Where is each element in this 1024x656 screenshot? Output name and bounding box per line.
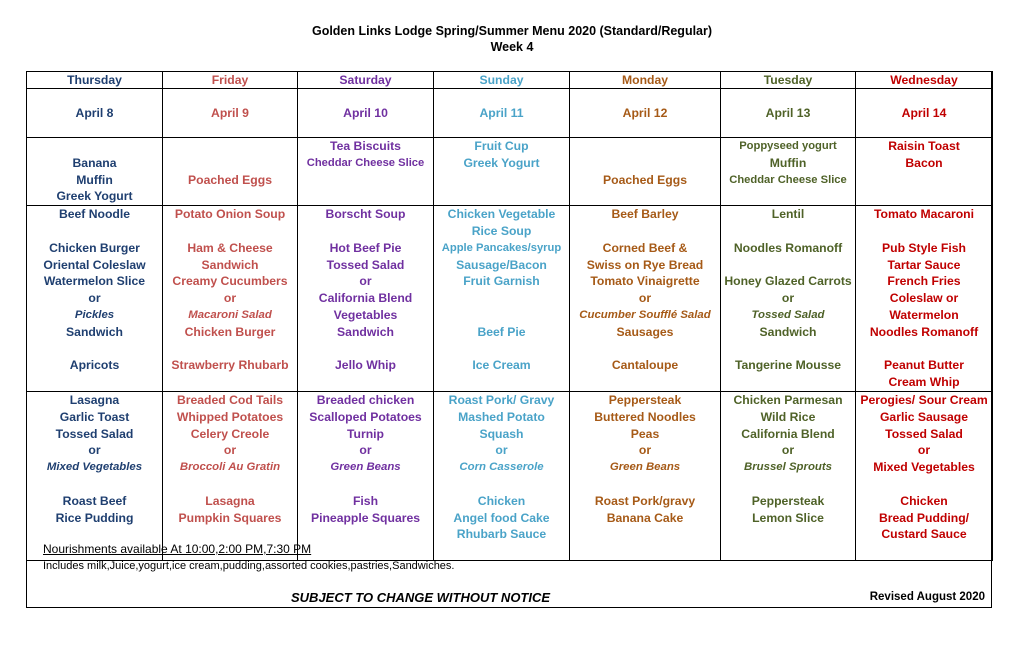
- day-header-row: [27, 72, 993, 89]
- supper-saturday: [298, 391, 434, 560]
- menu-item: [570, 188, 720, 205]
- menu-item: Angel food Cake: [453, 510, 550, 525]
- menu-item: [298, 476, 433, 493]
- supper-friday: [163, 391, 298, 560]
- menu-item: Tomato Macaroni: [874, 207, 974, 222]
- menu-item: [856, 476, 992, 493]
- menu-item: Tossed Salad: [885, 426, 963, 441]
- menu-item: or: [638, 443, 652, 458]
- menu-item: [856, 341, 992, 358]
- menu-item: Pineapple Squares: [310, 510, 421, 525]
- menu-item: Breaded chicken: [316, 392, 415, 407]
- menu-item: or: [359, 274, 372, 289]
- menu-item: California Blend: [741, 426, 835, 441]
- menu-item: [721, 188, 855, 205]
- day-header-wednesday: Wednesday: [856, 72, 993, 89]
- menu-item: [163, 155, 297, 172]
- menu-item: [856, 172, 992, 189]
- menu-item: Tossed Salad: [751, 308, 825, 321]
- menu-item: Tartar Sauce: [887, 257, 961, 272]
- menu-item: Tangerine Mousse: [734, 358, 842, 373]
- menu-item: Raisin Toast: [888, 139, 960, 153]
- menu-item: Muffin: [769, 155, 807, 170]
- day-header-tuesday: Tuesday: [721, 72, 856, 89]
- menu-item: Cucumber Soufflé Salad: [579, 308, 711, 321]
- day-header-saturday: Saturday: [298, 72, 434, 89]
- menu-item: or: [781, 443, 795, 458]
- menu-item: Tomato Vinaigrette: [590, 274, 700, 289]
- menu-item: Apricots: [69, 358, 120, 373]
- menu-item: Mashed Potato: [458, 409, 545, 424]
- menu-item: [856, 188, 992, 205]
- menu-item: Pub Style Fish: [882, 240, 966, 255]
- menu-item: [163, 188, 297, 205]
- menu-item: [721, 223, 855, 240]
- menu-item: Pickles: [74, 308, 115, 321]
- supper-wednesday: [856, 391, 993, 560]
- menu-item: Cheddar Cheese Slice: [729, 173, 847, 186]
- menu-item: Tossed Salad: [55, 426, 134, 441]
- menu-item: Breaded Cod Tails: [176, 392, 284, 407]
- menu-item: Peppersteak: [751, 493, 825, 508]
- menu-item: Oriental Coleslaw: [43, 257, 146, 272]
- menu-item: Macaroni Salad: [188, 308, 272, 321]
- menu-item: [570, 223, 720, 240]
- menu-item: Mixed Vegetables: [46, 461, 143, 474]
- menu-item: [570, 476, 720, 493]
- menu-item: Coleslaw or: [889, 291, 959, 306]
- menu-item: Watermelon: [889, 307, 959, 322]
- menu-item: [434, 307, 569, 324]
- menu-item: Bread Pudding/: [878, 510, 970, 525]
- menu-item: Watermelon Slice: [43, 274, 146, 289]
- menu-item: [434, 290, 569, 307]
- menu-item: [298, 172, 433, 189]
- menu-item: Mixed Vegetables: [873, 460, 975, 475]
- menu-item: Squash: [479, 426, 524, 441]
- menu-item: [298, 223, 433, 240]
- nourishments-note: Nourishments available At 10:00,2:00 PM,7:30 PM: [43, 542, 312, 556]
- menu-item: Tossed Salad: [326, 257, 405, 272]
- menu-item: [856, 223, 992, 240]
- menu-item: [434, 172, 569, 189]
- menu-item: [434, 476, 569, 493]
- menu-item: Chicken: [477, 493, 526, 508]
- lunch-monday: [570, 206, 721, 392]
- revised-date: Revised August 2020: [869, 591, 985, 603]
- menu-item: Corn Casserole: [459, 461, 544, 474]
- menu-item: Cream Whip: [888, 375, 960, 390]
- menu-item: [298, 188, 433, 205]
- menu-item: Peas: [630, 426, 660, 441]
- breakfast-saturday: [298, 138, 434, 206]
- menu-item: Sandwich: [337, 324, 394, 339]
- menu-item: [27, 138, 162, 155]
- menu-item: or: [638, 291, 652, 306]
- menu-item: Chicken Vegetable: [447, 207, 556, 222]
- menu-item: Roast Pork/ Gravy: [448, 392, 555, 407]
- menu-item: Honey Glazed Carrots: [724, 274, 852, 289]
- menu-item: Fruit Garnish: [463, 274, 540, 289]
- menu-item: Chicken Burger: [184, 324, 276, 339]
- menu-item: Apple Pancakes/syrup: [441, 241, 562, 254]
- menu-week: Week 4: [490, 40, 534, 54]
- menu-item: Roast Pork/gravy: [594, 493, 696, 508]
- menu-item: Chicken Burger: [49, 240, 140, 255]
- menu-item: Noodles Romanoff: [733, 240, 843, 255]
- menu-item: [163, 476, 297, 493]
- supper-tuesday: [721, 391, 856, 560]
- breakfast-friday: [163, 138, 298, 206]
- menu-item: [570, 155, 720, 172]
- menu-item: Swiss on Rye Bread: [586, 257, 704, 272]
- menu-item: Scalloped Potatoes: [309, 409, 422, 424]
- menu-item: Noodles Romanoff: [869, 324, 979, 339]
- menu-item: or: [359, 443, 372, 458]
- change-notice: SUBJECT TO CHANGE WITHOUT NOTICE: [291, 590, 551, 605]
- menu-item: Jello Whip: [335, 358, 396, 373]
- menu-item: [570, 138, 720, 155]
- menu-item: [163, 341, 297, 358]
- menu-item: Garlic Sausage: [879, 409, 969, 424]
- menu-item: Turnip: [346, 426, 384, 441]
- menu-item: Muffin: [76, 172, 113, 187]
- lunch-wednesday: [856, 206, 993, 392]
- menu-item: [27, 223, 162, 240]
- date-wednesday: April 14: [856, 89, 993, 138]
- menu-item: Pumpkin Squares: [178, 510, 282, 525]
- menu-item: Buttered Noodles: [594, 409, 696, 424]
- menu-item: [570, 341, 720, 358]
- menu-item: [434, 188, 569, 205]
- menu-item: Lasagna: [69, 392, 120, 407]
- menu-item: Roast Beef: [62, 493, 127, 508]
- menu-item: French Fries: [887, 274, 961, 289]
- menu-item: Rice Pudding: [55, 510, 134, 525]
- menu-item: Beef Barley: [611, 207, 679, 222]
- breakfast-tuesday: [721, 138, 856, 206]
- menu-item: Borscht Soup: [325, 207, 406, 222]
- menu-item: Perogies/ Sour Cream: [860, 392, 988, 407]
- menu-item: [721, 476, 855, 493]
- menu-item: Corned Beef &: [602, 240, 688, 255]
- menu-item: [721, 257, 855, 274]
- menu-item: Sausages: [616, 324, 674, 339]
- menu-item: Fruit Cup: [474, 139, 529, 153]
- day-header-monday: Monday: [570, 72, 721, 89]
- menu-item: Fish: [352, 493, 379, 508]
- menu-item: or: [781, 291, 795, 306]
- menu-item: Tea Biscuits: [330, 139, 401, 153]
- menu-item: Greek Yogurt: [463, 155, 540, 170]
- menu-item: Creamy Cucumbers: [172, 274, 288, 289]
- menu-item: Sandwich: [201, 257, 259, 272]
- lunch-thursday: [27, 206, 163, 392]
- date-row: [27, 89, 993, 138]
- date-friday: April 9: [163, 89, 298, 138]
- menu-item: [27, 341, 162, 358]
- menu-item: [163, 138, 297, 155]
- menu-item: Sandwich: [759, 324, 817, 339]
- menu-grid: [26, 71, 993, 561]
- menu-item: or: [495, 443, 508, 458]
- menu-item: Beef Noodle: [58, 207, 131, 222]
- menu-table: [26, 71, 992, 608]
- menu-item: Brussel Sprouts: [744, 461, 832, 474]
- supper-sunday: [434, 391, 570, 560]
- menu-item: Whipped Potatoes: [176, 409, 284, 424]
- lunch-saturday: [298, 206, 434, 392]
- breakfast-thursday: [27, 138, 163, 206]
- menu-item: or: [88, 291, 101, 306]
- menu-item: Poached Eggs: [603, 172, 687, 187]
- menu-item: Wild Rice: [760, 409, 816, 424]
- menu-item: or: [223, 443, 237, 458]
- menu-item: Chicken: [900, 493, 948, 508]
- menu-item: Cheddar Cheese Slice: [306, 156, 425, 169]
- menu-item: Custard Sauce: [881, 527, 967, 542]
- includes-note: Includes milk,Juice,yogurt,ice cream,pudding,assorted cookies,pastries,Sandwiches.: [43, 560, 455, 572]
- menu-item: Beef Pie: [477, 324, 526, 339]
- menu-item: Cantaloupe: [611, 358, 679, 373]
- menu-item: [434, 341, 569, 358]
- menu-item: Bacon: [905, 155, 943, 170]
- menu-item: Poppyseed yogurt: [739, 140, 837, 152]
- menu-item: Lentil: [771, 207, 805, 222]
- menu-item: [163, 223, 297, 240]
- date-tuesday: April 13: [721, 89, 856, 138]
- menu-item: Vegetables: [333, 307, 398, 322]
- menu-item: Ice Cream: [472, 358, 531, 373]
- menu-item: California Blend: [318, 291, 413, 306]
- menu-item: Banana Cake: [606, 510, 684, 525]
- day-header-sunday: Sunday: [434, 72, 570, 89]
- breakfast-row: [27, 138, 993, 206]
- menu-item: [721, 341, 855, 358]
- menu-item: or: [88, 443, 101, 458]
- menu-item: Peanut Butter: [884, 358, 964, 373]
- lunch-tuesday: [721, 206, 856, 392]
- lunch-friday: [163, 206, 298, 392]
- menu-item: Strawberry Rhubarb: [171, 358, 289, 373]
- menu-item: Lemon Slice: [752, 510, 824, 525]
- menu-item: Peppersteak: [608, 392, 682, 407]
- supper-thursday: [27, 391, 163, 560]
- day-header-thursday: Thursday: [27, 72, 163, 89]
- date-monday: April 12: [570, 89, 721, 138]
- day-header-friday: Friday: [163, 72, 298, 89]
- menu-item: Celery Creole: [190, 426, 270, 441]
- menu-item: Poached Eggs: [188, 172, 272, 187]
- menu-item: Rhubarb Sauce: [456, 527, 547, 542]
- date-saturday: April 10: [298, 89, 434, 138]
- menu-item: or: [223, 291, 237, 306]
- menu-item: Sandwich: [66, 324, 123, 339]
- menu-item: [298, 341, 433, 358]
- menu-title: Golden Links Lodge Spring/Summer Menu 2020 (Standard/Regular): [311, 24, 713, 38]
- menu-item: Ham & Cheese: [187, 240, 273, 255]
- menu-item: Garlic Toast: [59, 409, 130, 424]
- menu-item: Hot Beef Pie: [329, 240, 402, 255]
- breakfast-monday: [570, 138, 721, 206]
- menu-item: Rice Soup: [471, 223, 532, 238]
- date-thursday: April 8: [27, 89, 163, 138]
- menu-item: Broccoli Au Gratin: [179, 461, 281, 474]
- breakfast-sunday: [434, 138, 570, 206]
- date-sunday: April 11: [434, 89, 570, 138]
- menu-item: Chicken Parmesan: [733, 392, 843, 407]
- supper-row: [27, 391, 993, 560]
- lunch-sunday: [434, 206, 570, 392]
- menu-item: or: [917, 443, 931, 458]
- menu-item: Green Beans: [609, 461, 681, 474]
- menu-item: Potato Onion Soup: [174, 207, 286, 222]
- menu-item: Banana: [72, 155, 117, 170]
- supper-monday: [570, 391, 721, 560]
- menu-item: Green Beans: [330, 461, 401, 474]
- menu-item: Sausage/Bacon: [456, 257, 547, 272]
- menu-item: [27, 476, 162, 493]
- breakfast-wednesday: [856, 138, 993, 206]
- menu-footer: [27, 538, 991, 608]
- lunch-row: [27, 206, 993, 392]
- menu-item: Greek Yogurt: [56, 189, 133, 204]
- menu-item: Lasagna: [205, 493, 255, 508]
